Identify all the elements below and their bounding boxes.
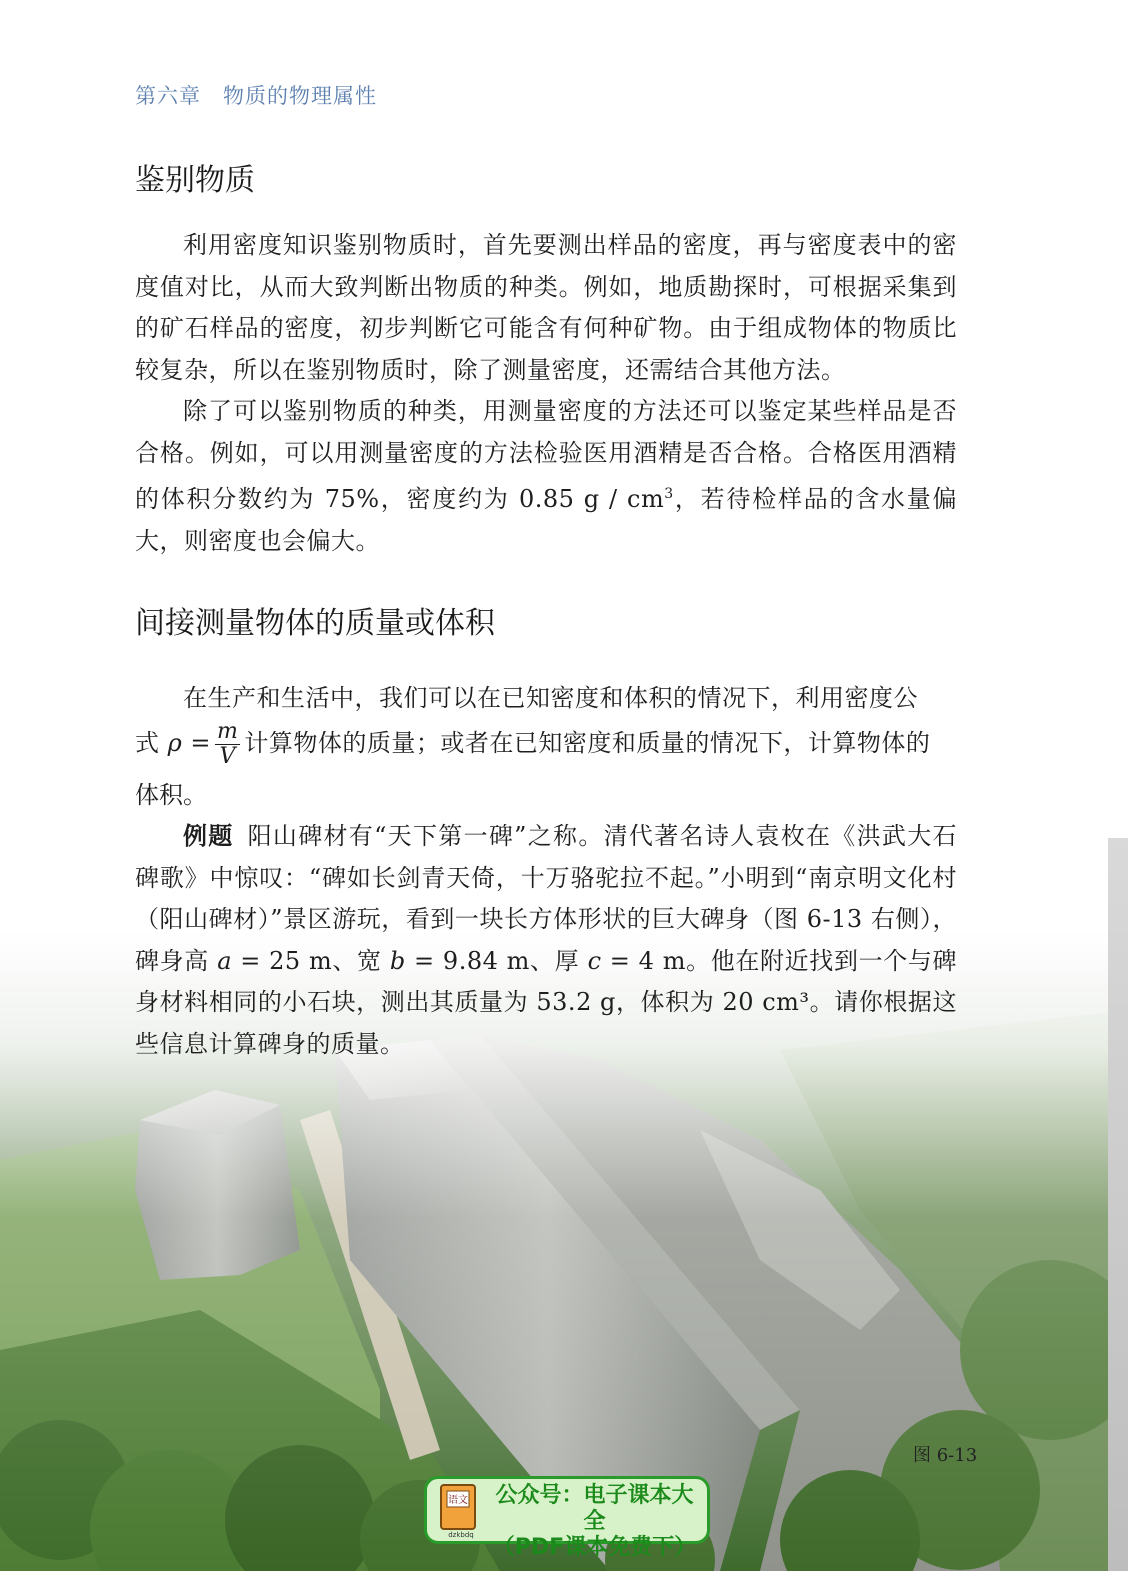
page-edge-bar bbox=[1108, 838, 1128, 1571]
var-c: c bbox=[587, 946, 602, 975]
example-text: = 25 m、宽 bbox=[232, 946, 390, 975]
watermark-line2: （PDF课本免费下） bbox=[492, 1535, 697, 1560]
var-a: a bbox=[217, 946, 232, 975]
paragraph-identify-1: 利用密度知识鉴别物质时，首先要测出样品的密度，再与密度表中的密度值对比，从而大致判断出物质的种类。例如，地质勘探时，可根据采集到的矿石样品的密度，初步判断它可能含有何种矿物。由于组成物体的物质比较复杂，所以在鉴别物质时，除了测量密度，还需结合其他方法。 bbox=[135, 231, 957, 384]
running-head: 第六章 物质的物理属性 bbox=[135, 84, 377, 108]
formula-line bbox=[135, 721, 957, 768]
watermark-badge bbox=[424, 1476, 710, 1560]
paragraph-text: 计算物体的质量；或者在已知密度和质量的情况下，计算物体的 bbox=[244, 729, 931, 757]
paragraph-text: ，若待检样品的含水量偏大，则密度也会偏大。 bbox=[135, 485, 958, 555]
density-fraction bbox=[215, 721, 240, 768]
fraction-numerator: m bbox=[217, 719, 239, 744]
fraction-denominator: V bbox=[219, 744, 236, 769]
example-text: 阳山碑材有“天下第一碑”之称。清代著名诗人袁枚在《洪武大石碑歌》中惊叹：“碑如长剑青天倚，十万骆驼拉不起。”小明到“南京明文化村（阳山碑材）”景区游玩，看到一块长方体形状的巨大碑身（图 6-13 右侧），碑身高 bbox=[135, 822, 958, 975]
superscript-3: 3 bbox=[664, 486, 674, 502]
badge-text: 语文 bbox=[448, 1495, 468, 1506]
paragraph-identify-2 bbox=[135, 391, 957, 562]
example-text: = 9.84 m、厚 bbox=[405, 946, 588, 975]
watermark-line1: 公众号：电子课本大全 bbox=[495, 1483, 694, 1534]
density-symbol: ρ bbox=[167, 729, 183, 757]
section-title-indirect: 间接测量物体的质量或体积 bbox=[135, 606, 495, 641]
figure-caption: 图 6-13 bbox=[913, 1445, 978, 1466]
badge-subtext: dzkbdq bbox=[448, 1531, 474, 1539]
paragraph-end: 体积。 bbox=[135, 781, 207, 809]
example-paragraph bbox=[135, 816, 957, 1065]
example-label: 例题 bbox=[183, 822, 234, 850]
book-icon bbox=[433, 1481, 487, 1539]
var-b: b bbox=[389, 946, 406, 975]
example-text: = 4 m。他在附近找到一个与碑身材料相同的小石块，测出其质量为 53.2 g，体积为 20 cm³。请你根据这些信息计算碑身的质量。 bbox=[135, 946, 957, 1058]
paragraph-indirect-line1: 在生产和生活中，我们可以在已知密度和体积的情况下，利用密度公 bbox=[183, 684, 918, 712]
paragraph-text: 除了可以鉴别物质的种类，用测量密度的方法还可以鉴定某些样品是否合格。例如，可以用测量密度的方法检验医用酒精是否合格。合格医用酒精的体积分数约为 75%，密度约为 0.85 g / cm bbox=[135, 397, 957, 513]
equals-sign: = bbox=[190, 729, 211, 757]
watermark-text bbox=[487, 1483, 702, 1561]
section-title-identify: 鉴别物质 bbox=[135, 163, 255, 198]
paragraph-text: 式 bbox=[135, 729, 160, 757]
